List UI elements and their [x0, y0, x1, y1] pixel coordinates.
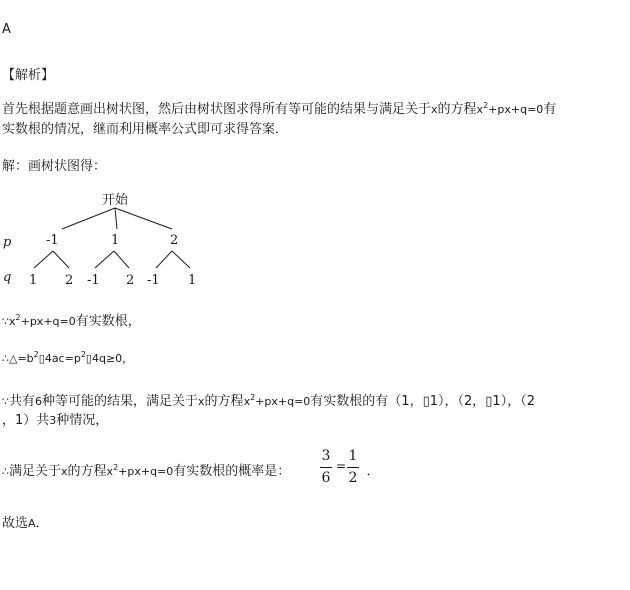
- tree-edge: [95, 251, 114, 268]
- tree-edge: [172, 251, 190, 268]
- answer-letter: A: [2, 22, 11, 37]
- period: ．: [366, 464, 380, 479]
- q-value: 2: [126, 273, 135, 288]
- intro-line-1: 首先根据题意画出树状图，然后由树状图求得所有等可能的结果与满足关于x的方程$x^2+px+q=0$有: [2, 101, 557, 117]
- solution-intro: 解：画树状图得：: [2, 159, 107, 174]
- p-label: p: [3, 235, 12, 250]
- q-value: 1: [188, 273, 197, 288]
- p-value: 2: [170, 233, 179, 248]
- fraction-1-bar: [320, 467, 332, 468]
- fraction-1-numerator: 3: [321, 448, 331, 464]
- tree-edge: [62, 208, 115, 229]
- tree-edge: [114, 251, 129, 268]
- p-value: -1: [46, 233, 59, 248]
- tree-root: 开始: [102, 193, 129, 208]
- tree-edge: [34, 251, 53, 268]
- conclusion: 故选A．: [2, 516, 49, 531]
- tree-diagram: [0, 188, 230, 293]
- step-2: $\therefore\triangle=b^2▯4ac=p^2▯4q\ge 0$，: [2, 350, 134, 365]
- intro-line-2: 实数根的情况，继而利用概率公式即可求得答案．: [2, 122, 289, 137]
- step-3-line-2: ，1）共3种情况，: [2, 413, 109, 428]
- equals-sign: =: [335, 459, 347, 473]
- fraction-2-bar: [347, 467, 359, 468]
- q-value: -1: [147, 273, 160, 288]
- q-label: q: [3, 270, 12, 285]
- tree-edge: [115, 208, 117, 229]
- p-value: 1: [111, 233, 120, 248]
- tree-edge: [115, 208, 172, 229]
- tree-edge: [53, 251, 69, 268]
- fraction-1-denominator: 6: [321, 470, 331, 486]
- q-value: -1: [87, 273, 100, 288]
- step-1: $\because x^2+px+q=0$有实数根，: [2, 313, 141, 329]
- step-4: ∴满足关于x的方程$x^2+px+q=0$有实数根的概率是：: [2, 463, 291, 479]
- fraction-2-numerator: 1: [348, 448, 358, 464]
- fraction-2-denominator: 2: [348, 470, 358, 486]
- step-3-line-1: ∵共有6种等可能的结果，满足关于x的方程$x^2+px+q=0$有实数根的有（1，▯1），（2，▯1），（2: [2, 393, 535, 409]
- tree-edge: [156, 251, 172, 268]
- section-title: 【解析】: [2, 68, 55, 83]
- q-value: 1: [29, 273, 38, 288]
- q-value: 2: [65, 273, 74, 288]
